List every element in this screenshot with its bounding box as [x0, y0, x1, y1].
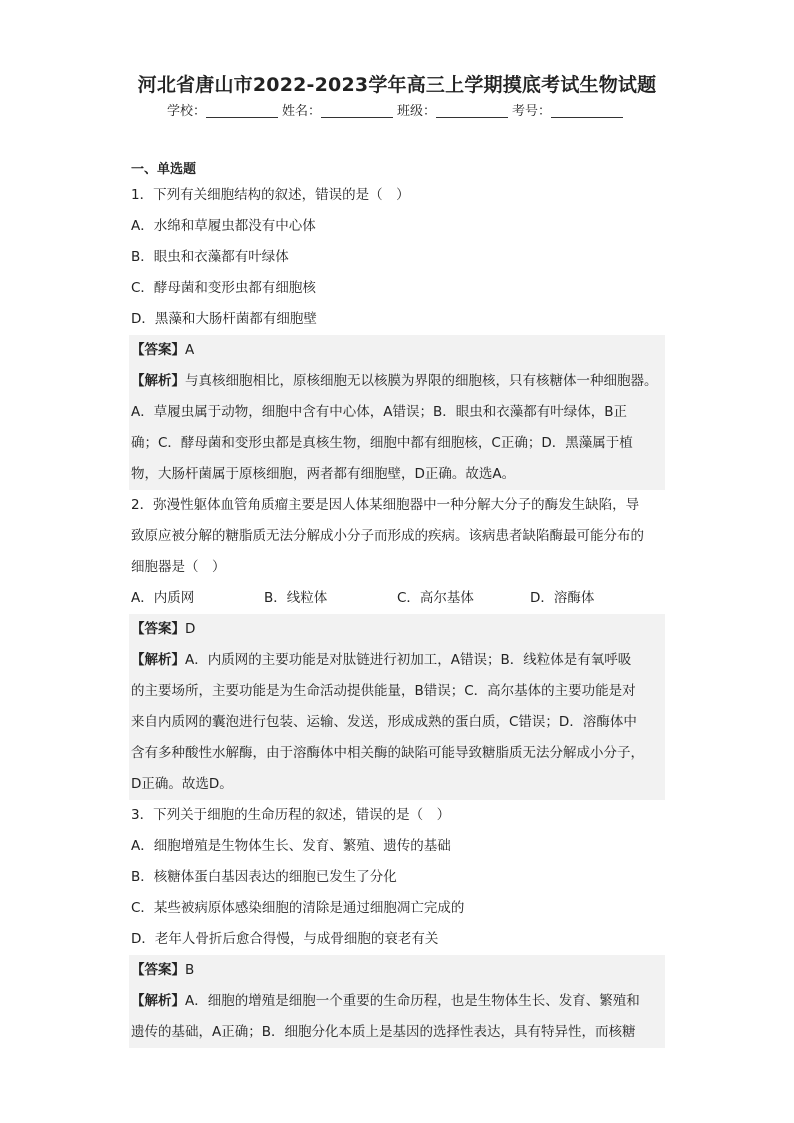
analysis-text: A．内质网的主要功能是对肽链进行初加工，A错误；B．线粒体是有氧呼吸 [185, 652, 632, 668]
class-blank[interactable] [436, 103, 508, 118]
q3-option-b: B．核糖体蛋白基因表达的细胞已发生了分化 [131, 869, 397, 885]
q2-stem-line-2: 致原应被分解的糖脂质无法分解成小分子而形成的疾病。该病患者缺陷酶最可能分布的 [131, 528, 644, 544]
analysis-text: 与真核细胞相比，原核细胞无以核膜为界限的细胞核，只有核糖体一种细胞器。 [185, 373, 658, 389]
q3-option-d: D．老年人骨折后愈合得慢，与成骨细胞的衰老有关 [131, 931, 439, 947]
q1-option-a: A．水绵和草履虫都没有中心体 [131, 218, 316, 234]
q2-analysis-line-4: 含有多种酸性水解酶，由于溶酶体中相关酶的缺陷可能导致糖脂质无法分解成小分子， [129, 738, 665, 769]
q2-analysis-line-5: D正确。故选D。 [129, 769, 665, 800]
analysis-tag: 【解析】 [131, 993, 185, 1009]
q2-options [131, 583, 663, 614]
analysis-text: A．细胞的增殖是细胞一个重要的生命历程，也是生物体生长、发育、繁殖和 [185, 993, 640, 1009]
q3-option-a: A．细胞增殖是生物体生长、发育、繁殖、遗传的基础 [131, 838, 451, 854]
number-blank[interactable] [551, 103, 623, 118]
document-page [131, 60, 663, 1048]
analysis-tag: 【解析】 [131, 373, 185, 389]
answer-tag: 【答案】 [131, 962, 185, 978]
section-heading: 一、单选题 [131, 162, 197, 177]
school-blank[interactable] [206, 103, 278, 118]
q3-stem: 3．下列关于细胞的生命历程的叙述，错误的是（ ） [131, 807, 451, 823]
q2-analysis-line-2: 的主要场所，主要功能是为生命活动提供能量，B错误；C．高尔基体的主要功能是对 [129, 676, 665, 707]
q1-answer [129, 335, 665, 366]
answer-tag: 【答案】 [131, 342, 185, 358]
name-blank[interactable] [321, 103, 393, 118]
q2-analysis-line-1 [129, 645, 665, 676]
q2-answer [129, 614, 665, 645]
q2-option-d: D．溶酶体 [530, 590, 595, 606]
q1-analysis-line-3: 确；C．酵母菌和变形虫都是真核生物，细胞中都有细胞核，C正确；D．黑藻属于植 [129, 428, 665, 459]
q2-analysis-line-3: 来自内质网的囊泡进行包装、运输、发送，形成成熟的蛋白质，C错误；D．溶酶体中 [129, 707, 665, 738]
q2-option-b: B．线粒体 [264, 590, 328, 606]
q3-analysis-line-1 [129, 986, 665, 1017]
analysis-tag: 【解析】 [131, 652, 185, 668]
q1-stem: 1．下列有关细胞结构的叙述，错误的是（ ） [131, 187, 410, 203]
class-label: 班级： [397, 104, 437, 119]
q2-option-c: C．高尔基体 [397, 590, 474, 606]
student-info-line [131, 100, 663, 124]
q1-option-d: D．黑藻和大肠杆菌都有细胞壁 [131, 311, 317, 327]
q2-stem-line-3: 细胞器是（ ） [131, 559, 226, 575]
number-label: 考号： [512, 104, 552, 119]
school-label: 学校： [166, 104, 206, 119]
q1-analysis-line-1 [129, 366, 665, 397]
answer-value: D [185, 621, 196, 637]
q1-option-c: C．酵母菌和变形虫都有细胞核 [131, 280, 316, 296]
q2-stem-line-1: 2．弥漫性躯体血管角质瘤主要是因人体某细胞器中一种分解大分子的酶发生缺陷，导 [131, 497, 640, 513]
answer-value: B [185, 962, 195, 978]
answer-value: A [185, 342, 195, 358]
q1-analysis-line-2: A．草履虫属于动物，细胞中含有中心体，A错误；B．眼虫和衣藻都有叶绿体，B正 [129, 397, 665, 428]
q2-option-a: A．内质网 [131, 590, 195, 606]
q1-option-b: B．眼虫和衣藻都有叶绿体 [131, 249, 289, 265]
answer-tag: 【答案】 [131, 621, 185, 637]
q3-answer [129, 955, 665, 986]
q1-analysis-line-4: 物，大肠杆菌属于原核细胞，两者都有细胞壁，D正确。故选A。 [129, 459, 665, 490]
page-title: 河北省唐山市2022-2023学年高三上学期摸底考试生物试题 [137, 74, 657, 96]
q3-analysis-line-2: 遗传的基础，A正确；B．细胞分化本质上是基因的选择性表达，具有特异性，而核糖 [129, 1017, 665, 1048]
name-label: 姓名： [281, 104, 321, 119]
q3-option-c: C．某些被病原体感染细胞的清除是通过细胞凋亡完成的 [131, 900, 465, 916]
